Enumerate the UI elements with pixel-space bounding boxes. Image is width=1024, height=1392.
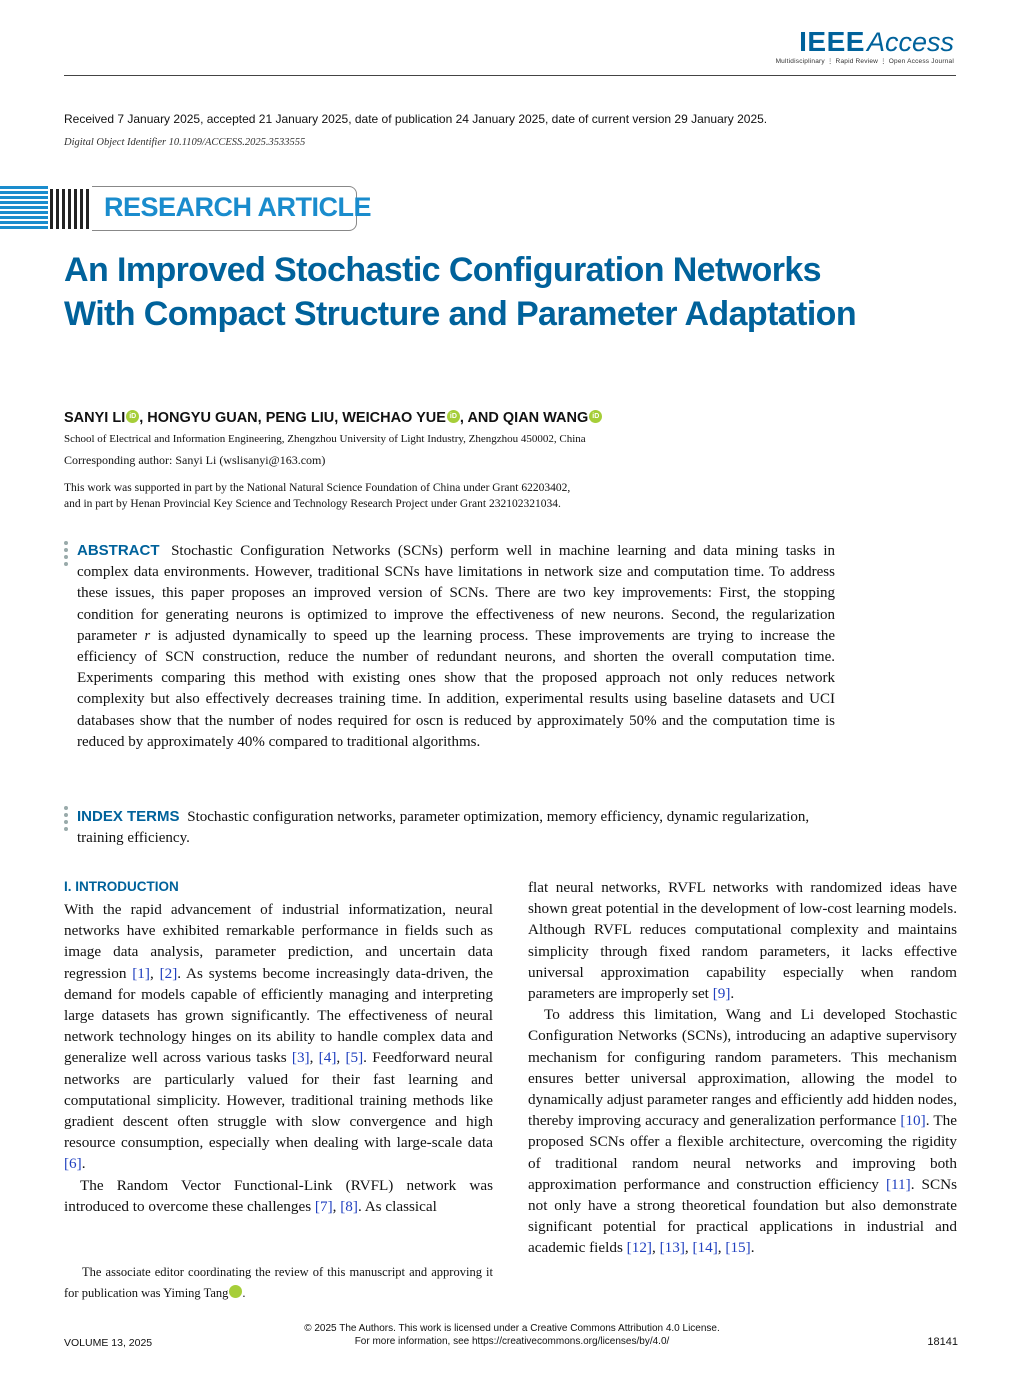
paragraph: With the rapid advancement of industrial informatization, neural networks have exhibited remarkable performance in fields such as image data analysis, parameter prediction, and uncertain data regression [1], [2]. As systems become increasingly data-driven, the demand for models capable of efficiently managing and interpreting large datasets has grown significantly. The effectiveness of neural network technology hinges on its ability to handle complex data and generalize well across various tasks [3], [4], [5]. Feedforward neural networks are particularly valued for their fast learning and computational simplicity. However, traditional training methods like gradient descent often struggle with slow convergence and high resource consumption, especially when dealing with large-scale data [6]. [64,901,494,1173]
funding-note [64,480,570,512]
paragraph: flat neural networks, RVFL networks with randomized ideas have shown great potential in the development of low-cost learning models. Although RVFL reduces computational complexity and maintains simplicity through fixed random parameters, it lacks effective universal approximation capability especially when random parameters are improperly set [9]. [528,879,957,1003]
page-number: 18141 [927,1336,958,1348]
license-link[interactable]: For more information, see https://creativecommons.org/licenses/by/4.0/ [354,1336,670,1347]
orcid-icon[interactable]: iD [447,410,460,423]
article-type-banner [0,186,372,231]
header-divider [64,75,956,76]
brand-access: Access [866,27,954,57]
banner-stripes-decoration [0,186,48,231]
abstract-dots-decoration [64,541,68,569]
received-dates: Received 7 January 2025, accepted 21 January 2025, date of publication 24 January 2025, date of current version 29 January 2025. [64,112,768,126]
paragraph: The Random Vector Functional-Link (RVFL) network was introduced to overcome these challenges [7], [8]. As classical [64,1176,493,1215]
abstract [77,540,835,753]
citation-link[interactable]: [1] [132,964,150,982]
citation-link[interactable]: [10] [900,1112,926,1130]
index-terms-text: Stochastic configuration networks, parameter optimization, memory efficiency, dynamic regularization, training efficiency. [77,809,810,847]
citation-link[interactable]: [6] [64,1155,82,1173]
left-column [64,899,493,1217]
index-terms-label: INDEX TERMS [77,808,180,825]
citation-link[interactable]: [4] [318,1049,337,1067]
license-notice [0,1322,1024,1348]
section-heading: I. INTRODUCTION [64,879,179,894]
corresponding-author: Corresponding author: Sanyi Li (wslisanyi@163.com) [64,453,326,467]
editor-footnote: The associate editor coordinating the review of this manuscript and approving it for publication was Yiming Tang iD. [64,1265,493,1300]
citation-link[interactable]: [14] [692,1239,718,1257]
citation-link[interactable]: [2] [159,964,178,982]
citation-link[interactable]: [7] [314,1197,333,1215]
right-column [528,877,957,1259]
footnote-text: The associate editor coordinating the review of this manuscript and approving it for publication was Yiming Tang [64,1265,493,1300]
affiliation: School of Electrical and Information Engineering, Zhengzhou University of Light Industry, Zhengzhou 450002, China [64,433,586,445]
brand-ieee: IEEE [799,26,865,57]
citation-link[interactable]: [9] [712,985,731,1003]
author-name: , HONGYU GUAN, PENG LIU, WEICHAO YUE [139,410,446,426]
author-name: SANYI LI [64,410,126,426]
citation-link[interactable]: [5] [345,1049,364,1067]
orcid-icon[interactable]: iD [229,1285,242,1298]
author-name: , AND QIAN WANG [459,410,589,426]
journal-logo [776,26,954,58]
volume-label: VOLUME 13, 2025 [64,1337,153,1349]
abstract-label: ABSTRACT [77,542,160,559]
citation-link[interactable]: [15] [725,1239,751,1257]
index-dots-decoration [64,806,68,834]
paper-title: An Improved Stochastic Configuration Networks With Compact Structure and Parameter Adaptation [64,251,857,333]
citation-link[interactable]: [13] [659,1239,685,1257]
banner-bars-decoration [50,189,92,229]
article-type-label: RESEARCH ARTICLE [104,192,372,222]
journal-brand [776,26,954,65]
index-terms [77,806,835,849]
orcid-icon[interactable]: iD [589,410,602,423]
doi-line: Digital Object Identifier 10.1109/ACCESS.2025.3533555 [64,137,306,148]
abstract-symbol: r [144,627,151,644]
abstract-text-continued: is adjusted dynamically to speed up the learning process. These improvements are trying to increase the efficiency of SCN construction, reduce the number of redundant neurons, and shorten the overall computation time. Experiments comparing this method with existing ones show that the proposed approach not only reduces network complexity but also effectively decreases training time. In addition, experimental results using baseline datasets and UCI databases show that the number of nodes required for oscn is reduced by approximately 50% and the computation time is reduced by approximately 40% compared to traditional algorithms. [77,627,835,750]
funding-line: and in part by Henan Provincial Key Science and Technology Research Project under Grant 232102321034. [64,498,561,510]
funding-line: This work was supported in part by the National Natural Science Foundation of China under Grant 62203402, [64,482,571,494]
license-line: © 2025 The Authors. This work is licensed under a Creative Commons Attribution 4.0 License. [304,1323,720,1334]
author-list [64,410,602,426]
brand-tagline: Multidisciplinary ⋮ Rapid Review ⋮ Open Access Journal [775,58,954,65]
citation-link[interactable]: [3] [291,1049,310,1067]
citation-link[interactable]: [8] [340,1197,358,1215]
paragraph: To address this limitation, Wang and Li developed Stochastic Configuration Networks (SCNs), introducing an adaptive supervisory mechanism for configuring random parameters. This mechanism ensures better universal approximation, allowing the model to dynamically adjust parameter ranges and efficiently add hidden nodes, thereby improving accuracy and generalization performance [10]. The proposed SCNs offer a flexible architecture, overcoming the rigidity of traditional random neural networks and improving both approximation performance and construction efficiency [11]. SCNs not only have a strong theoretical foundation but also demonstrate significant potential for practical applications in industrial and academic fields [12], [13], [14], [15]. [528,1006,957,1257]
orcid-icon[interactable]: iD [126,410,139,423]
citation-link[interactable]: [11] [885,1175,911,1193]
abstract-text: Stochastic Configuration Networks (SCNs) perform well in machine learning and data mining tasks in complex data environments. However, traditional SCNs have limitations in network size and computation time. To address these issues, this paper proposes an improved version of SCNs. There are two key improvements: First, the stopping condition for generating neurons is optimized to improve the effectiveness of new neurons. Second, the regularization parameter [77,543,835,644]
citation-link[interactable]: [12] [626,1239,652,1257]
